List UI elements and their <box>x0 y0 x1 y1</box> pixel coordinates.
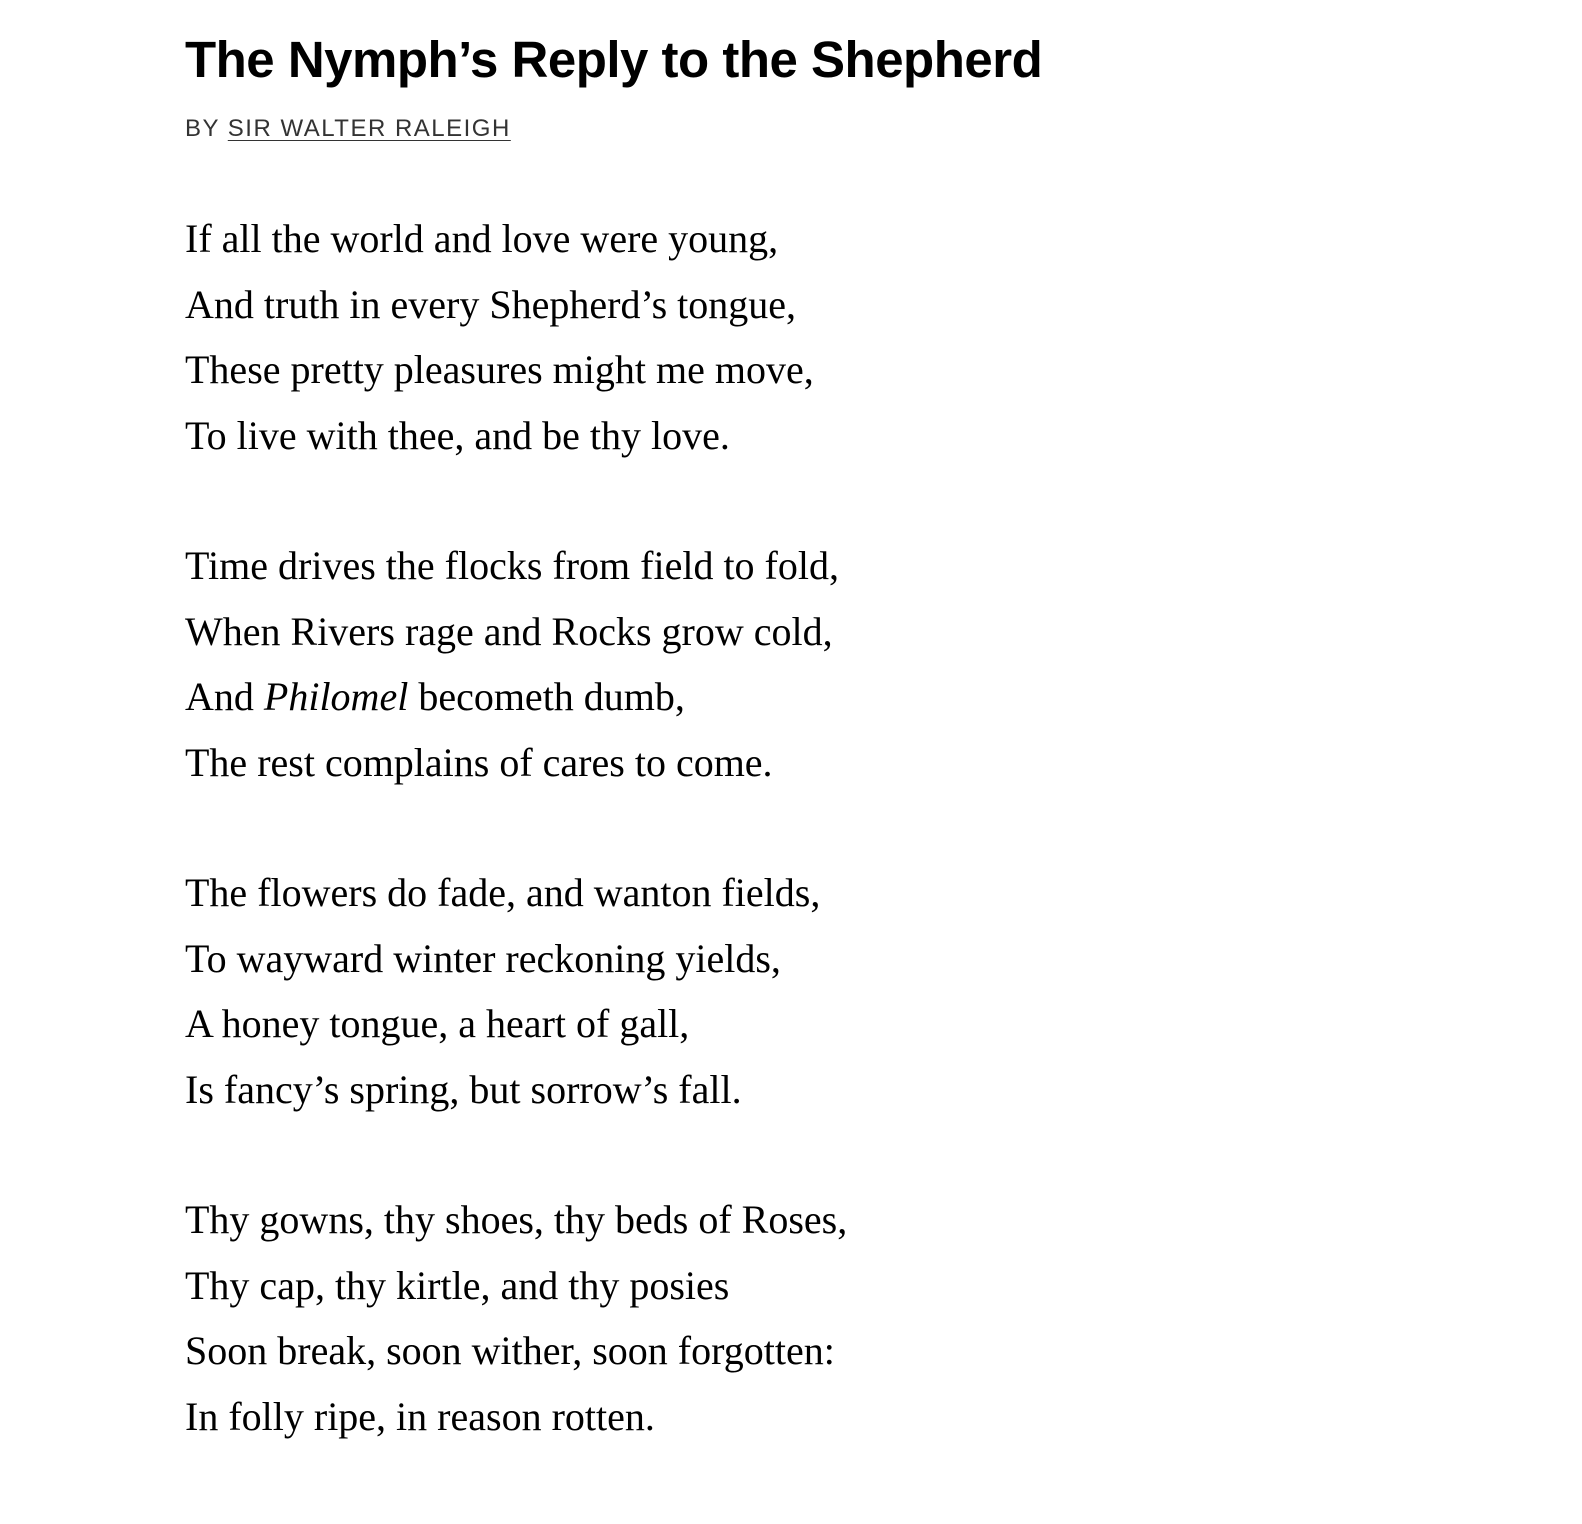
stanza <box>185 1187 1385 1449</box>
poem-line: The flowers do fade, and wanton fields, <box>185 870 821 915</box>
poem-title: The Nymph’s Reply to the Shepherd <box>185 31 1043 88</box>
byline <box>185 114 1385 144</box>
stanza <box>185 533 1385 795</box>
line-text: And <box>185 674 264 719</box>
stanza <box>185 206 1385 468</box>
italic-name: Philomel <box>263 674 409 719</box>
poem-line: Is fancy’s spring, but sorrow’s fall. <box>185 1066 742 1112</box>
poem-article <box>185 28 1385 1514</box>
poem-line: Thy cap, thy kirtle, and thy posies <box>185 1262 730 1308</box>
poem-line: In folly ripe, in reason rotten. <box>185 1393 655 1439</box>
poem-line: To wayward winter reckoning yields, <box>185 935 781 981</box>
poem-body <box>185 206 1385 1449</box>
poem-line: And truth in every Shepherd’s tongue, <box>185 281 796 327</box>
line-text: becometh dumb, <box>408 674 685 719</box>
poem-line: Soon break, soon wither, soon forgotten: <box>185 1328 835 1373</box>
poem-line: If all the world and love were young, <box>185 216 779 261</box>
poem-line: These pretty pleasures might me move, <box>185 347 814 392</box>
poem-line: A honey tongue, a heart of gall, <box>185 1001 690 1046</box>
poem-line: The rest complains of cares to come. <box>185 739 773 785</box>
poem-line: Thy gowns, thy shoes, thy beds of Roses, <box>185 1197 848 1242</box>
poem-line: Time drives the flocks from field to fold, <box>185 543 839 588</box>
stanza <box>185 860 1385 1122</box>
author-link[interactable]: SIR WALTER RALEIGH <box>227 115 511 142</box>
poem-line <box>185 664 1385 730</box>
poem-line: To live with thee, and be thy love. <box>185 412 730 458</box>
byline-prefix: BY <box>185 115 220 142</box>
poem-line: When Rivers rage and Rocks grow cold, <box>185 608 833 654</box>
